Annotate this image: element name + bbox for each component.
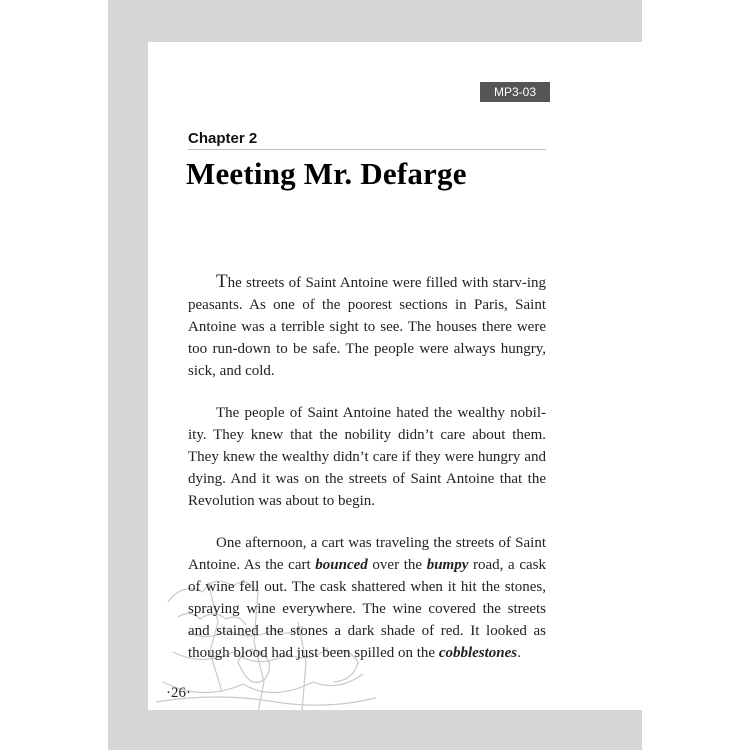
paragraph-3 (188, 532, 546, 664)
paragraph-3-text: . (517, 645, 521, 661)
paragraph-3-text: over the (367, 557, 427, 573)
chapter-label: Chapter 2 (188, 130, 258, 147)
audio-track-badge[interactable]: MP3-03 (480, 82, 550, 102)
paragraph-2: The people of Saint Antoine hated the wealthy nobil-ity. They knew that the nobility didn’t care about them. They knew the wealthy didn’t care if they were hungry and dying. And it was on the streets of Saint Antoine that the Revolution was about to begin. (188, 405, 546, 509)
paragraph-3-text: One afternoon, a cart was traveling the streets of Saint Antoine. As the cart (188, 535, 546, 573)
page-number: ·26· (166, 685, 191, 701)
chapter-title: Meeting Mr. Defarge (186, 156, 467, 191)
book-page (148, 42, 642, 710)
initial-letter: T (216, 271, 228, 292)
vocab-word: bounced (315, 557, 368, 573)
paragraph-3-text: road, a cask of wine fell out. The cask shattered when it hit the stones, spraying wine everywhere. The wine covered the streets and stained the stones a dark shade of red. It looked as though blood had just been spilled on the (188, 557, 546, 661)
chapter-body (188, 272, 546, 684)
chapter-divider (188, 149, 546, 150)
paragraph-1-text: he streets of Saint Antoine were filled with starv-ing peasants. As one of the poorest sections in Paris, Saint Antoine was a terrible sight to see. The houses there were too run-down to be safe. The people were always hungry, sick, and cold. (188, 275, 546, 379)
vocab-word: bumpy (426, 557, 469, 573)
vocab-word: cobblestones (438, 645, 518, 661)
paragraph-1 (188, 272, 546, 382)
